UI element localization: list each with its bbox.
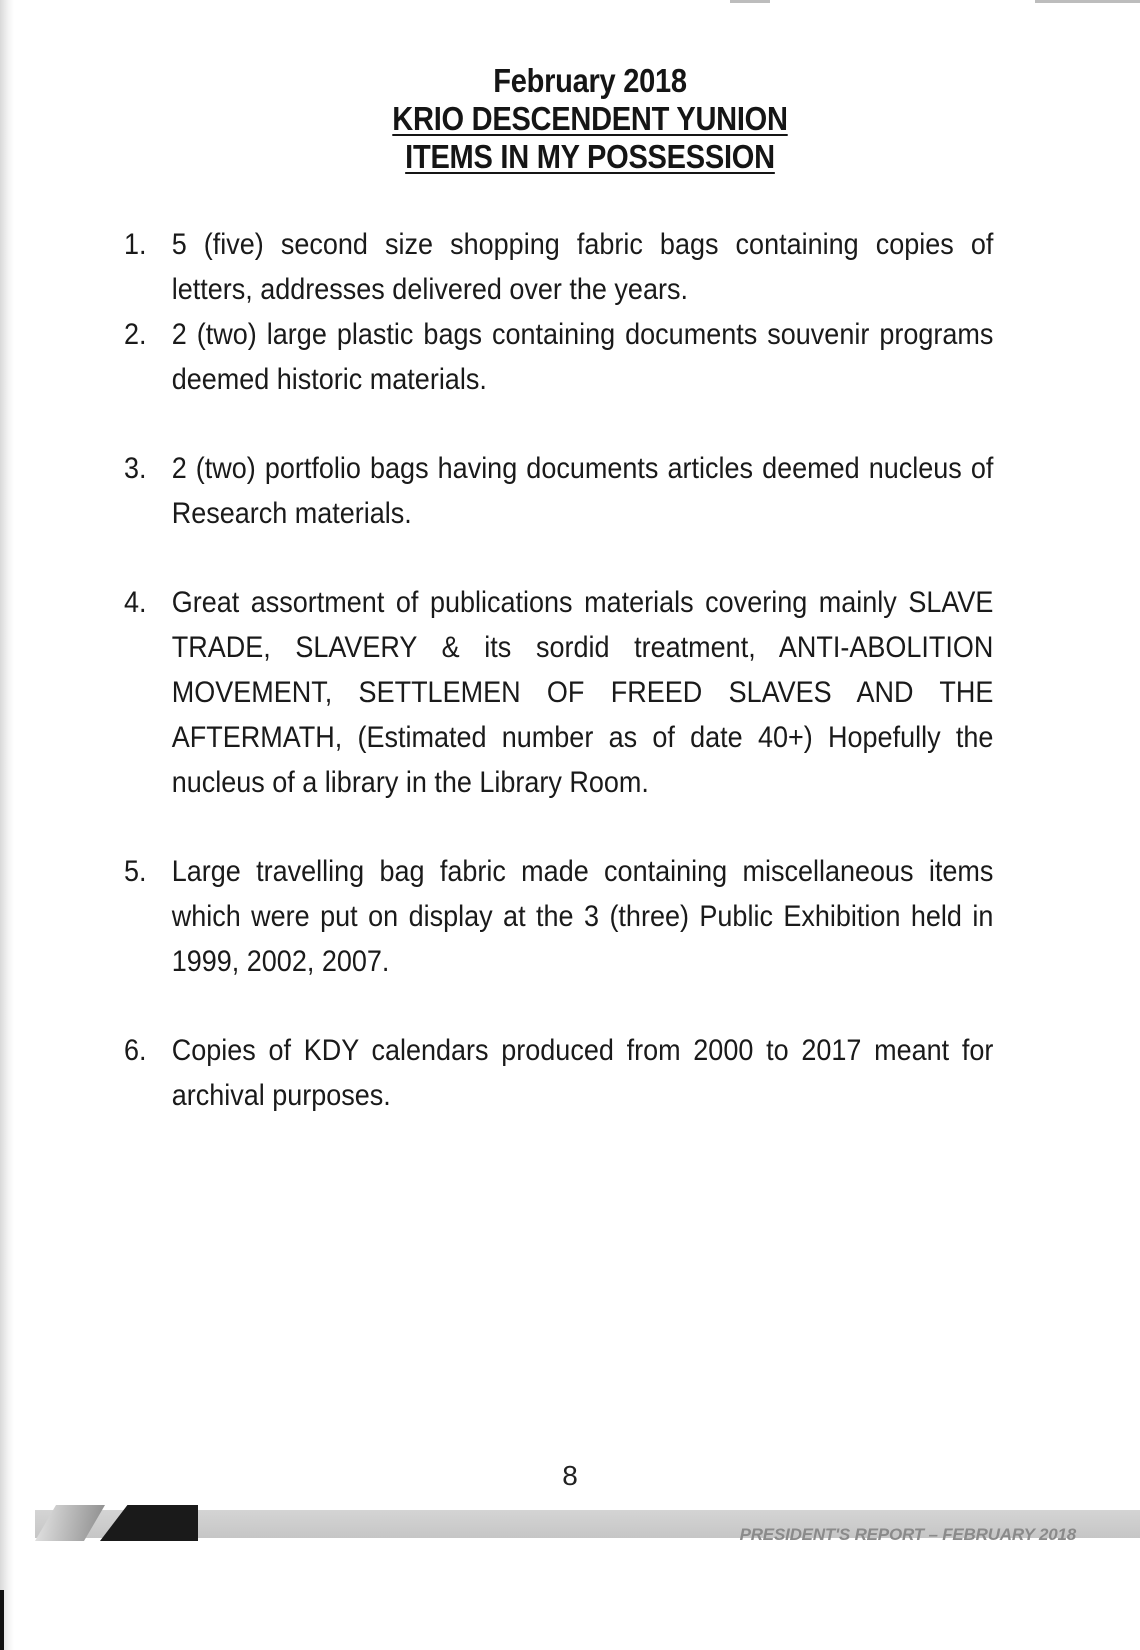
- list-item-text: Large travelling bag fabric made containing miscellaneous items which were put on display at the 3 (three) Public Exhibition held in 1999, 2002, 2007.: [171, 855, 994, 978]
- header-date: February 2018: [493, 62, 687, 99]
- header-organization: KRIO DESCENDENT YUNION: [392, 100, 788, 137]
- footer-report-title: PRESIDENT'S REPORT – FEBRUARY 2018: [739, 1525, 1076, 1544]
- list-item-number: 3.: [124, 452, 147, 485]
- list-item-text: 2 (two) portfolio bags having documents articles deemed nucleus of Research materials.: [171, 452, 994, 530]
- list-item-number: 4.: [124, 586, 147, 619]
- possession-list: [124, 222, 993, 1118]
- scan-top-mark: [730, 0, 770, 3]
- list-item-text: Great assortment of publications materials covering mainly SLAVE TRADE, SLAVERY & its sordid treatment, ANTI-ABOLITION MOVEMENT, SETTLEMEN OF FREED SLAVES AND THE AFTERMATH, (Estimated number as of date 40+) Hopefully the nucleus of a library in the Library Room.: [171, 586, 994, 799]
- list-item: [124, 580, 993, 805]
- list-item-number: 6.: [124, 1034, 147, 1067]
- list-item-number: 5.: [124, 855, 147, 888]
- list-item-number: 1.: [124, 228, 147, 261]
- list-item: [124, 849, 993, 984]
- page-number: 8: [562, 1460, 578, 1491]
- list-item-text: 2 (two) large plastic bags containing documents souvenir programs deemed historic materials.: [171, 318, 994, 396]
- list-item: [124, 222, 993, 312]
- list-item: [124, 1028, 993, 1118]
- page-header: [71, 62, 1109, 176]
- header-title: ITEMS IN MY POSSESSION: [405, 138, 775, 175]
- list-item-text: 5 (five) second size shopping fabric bags containing copies of letters, addresses delivered over the years.: [171, 228, 994, 306]
- scan-left-edge: [0, 0, 14, 1650]
- list-item: [124, 446, 993, 536]
- scan-edge-mark: [0, 1590, 4, 1650]
- list-item: [124, 312, 993, 402]
- list-item-number: 2.: [124, 318, 147, 351]
- list-item-text: Copies of KDY calendars produced from 2000 to 2017 meant for archival purposes.: [171, 1034, 994, 1112]
- scan-top-mark: [1035, 0, 1140, 3]
